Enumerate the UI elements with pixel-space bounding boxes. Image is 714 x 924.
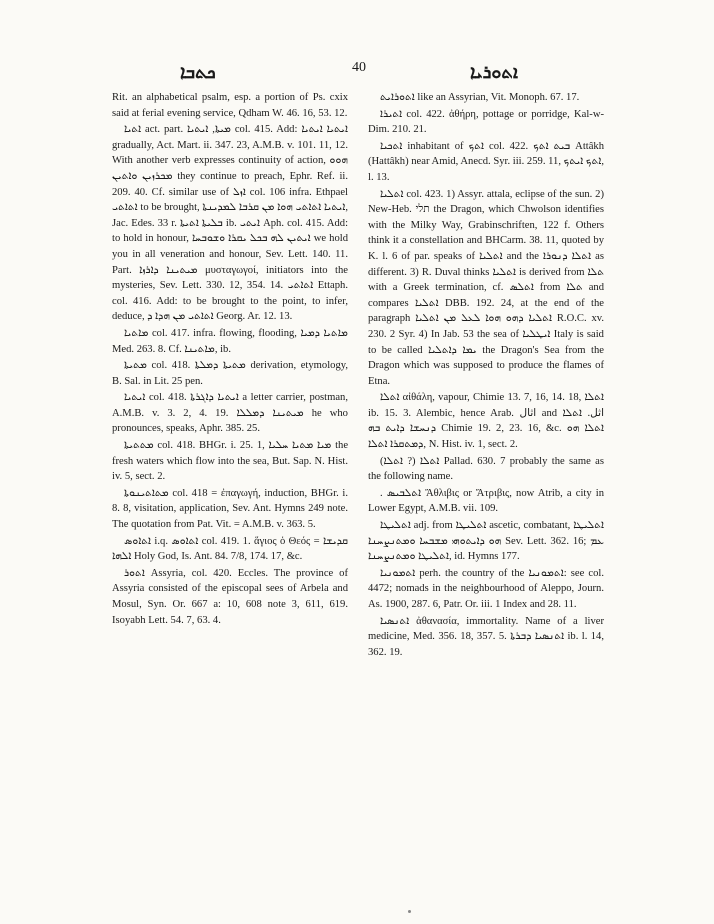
dictionary-entry: ܡܬܬܝܬܐ col. 418. BHGr. i. 25. 1, ܡܝܐ ܡܬܝܐ ܚܠܝܐ the fresh waters which flow into the sea, But. Sap. N. Hist. iv. 5, sect. 2. [112,440,349,483]
dictionary-entry: . ܐܬܠܒܝܣ Ἄθλιβις or Ἄτριβις, now Atrib, a city in Lower Egypt, A.M.B. vii. 109. [368,487,605,515]
scan-speck [408,910,411,913]
dictionary-entry: ܐܬܐܘܣ i.q. ܐܬܐܘܣ col. 419. 1. ἅγιος ὁ Θεός = ܩܕܝܫܐ ܐܠܗܐ Holy God, Is. Ant. 84. 7/8, 174. 17, &c. [112,535,348,563]
dictionary-entry: ܡܬܐܬܝܢܘܬܐ col. 418 = ἐπαγωγή, induction, BHGr. i. 8. 8, visitation, application, Sev. Ant. Hymns 249 note. The quotation from Pat. Vit. = A.M.B. v. 363. 5. [112,487,348,531]
dictionary-entry: ܐܬܝܪܐ col. 422. ἀθήρη, pottage or porridge, Kal-w-Dim. 210. 21. [368,108,604,136]
dictionary-entry: ܐܬܡܘܢܝܐ perh. the country of the ܐܬܡܘܢܝܐ: see col. 4472; nomads in the neighbourhood of Aleppo, Journ. As. 1900, 287. 6, Patr. Or. iii. 1 Index and 28. 11. [368,567,605,610]
dictionary-entry: Rit. an alphabetical psalm, esp. a portion of Ps. cxix said at ferial evening service, Qdham W. 46. 16, 53. 12. [112,92,348,119]
dictionary-entry: ܐܬܘܪܐܝܬ like an Assyrian, Vit. Monoph. 67. 17. [380,92,580,103]
dictionary-entry: ܐܬܝܐ act. part. ܡܝܬܐ, ܐܝܬܝܐ col. 415. Add: ܐܝܬܝܐ ܐܝܬܝܐ gradually, Act. Mart. ii. 347. 23, A.M.B. v. 101. 11, 12. With another verb expresses continuity of action, ܗܘܘ ܡܟܪܙܝܢ ܘܐܬܝܢ they continue to preach, Ephr. Ref. ii. 209. 40. Cf. similar use of ܐܙܠ col. 106 infra. Ethpael ܐܬܐܬܝ to be brought, ܐܝܬܝܐ ܐܬܐܬܝ ܗܘܐ ܡܢ ܩܪܒܐ ܠܡܕܝܢܬܐ, Jac. Edes. 33 r. ܒܠܝܬܐ ܐܬܝܬܐ ib. ܐܝܬܝ Aph. col. 415. Add: to hold in honour, ܐܝܬܝܢ ܠܗ ܒܟܠ ܝܩܪܐ ܘܫܘܒܚܐ we hold you in all veneration and honour, Sev. Lett. 140. 11. Part. ܡܝܬܝܢܐ ܕܐܪܙܐ μυσταγωγοί, initiators into the mysteries, Sev. Lett. 330. 12, 354. 14. ܐܬܐܬܝ Ettaph. col. 416. Add: to be brought to the point, to infer, deduce, ܐܬܐܬܝ ܡܢ ܗܕܐ ܕ Georg. Ar. 12. 13. [112,124,349,323]
right-column [368,90,604,661]
dictionary-entry: ܐܬܠܝܛܐ adj. from ܐܬܠܝܛܐ ascetic, combatant, ܐܬܠܝܛܐ ܗܘ ܕܐܝܬܘܗܝ ܡܫܒܚܐ ܘܡܬܢܨܚܢܐ Sev. Lett. 362. 16; ܥܡ ܐܬܠܝܛܐ ܘܡܬܢܨܚܢܐ, id. Hymns 177. [368,520,604,563]
dictionary-entry: ܡܬܝܬܐ col. 418. ܡܬܝܬܐ ܕܡܠܬܐ derivation, etymology, B. Sal. in Lit. 25 pen. [112,360,349,387]
dictionary-entry: ܐܬܘܪ Assyria, col. 420. Eccles. The province of Assyria consisted of the episcopal sees of Arbela and Mosul, Syn. Or. 667 a: 10, 608 note 3, 611, 619. Isoyabh Lett. 54. 7, 63. 4. [112,567,348,626]
left-column [112,90,348,629]
dictionary-entry: ܐܬܟܝܐ inhabitant of ܐܬܟ col. 422. ܒܝܬ ܐܬܟ Attâkh (Hattâkh) near Amid, Anecd. Syr. iii. 259. 11, ܐܬܟ ܐܝܬܟ, l. 13. [368,140,605,183]
dictionary-entry: ܐܝܬܝܐ col. 418. ܐܝܬܝܐ ܕܐܓܪܬܐ a letter carrier, postman, A.M.B. v. 3. 2, 4. 19. ܡܝܬܝܢܐ ܕܡܠܠܐ he who pronounces, speaks, Aphr. 385. 25. [112,392,348,435]
dictionary-entry: ܡܐܬܝܐ col. 417. infra. flowing, flooding, ܡܐܬܝܐ ܕܡܝܐ Med. 263. 8. Cf. ܡܐܬܝܢܐ, ib. [112,327,348,355]
dictionary-entry: ܐܬܠܝܐ col. 423. 1) Assyr. attala, eclipse of the sun. 2) New-Heb. תלי the Dragon, which Chwolson identifies with the Milky Way, Grabinschriften, 122 f. Others think it a constellation and BHCarm. 38. 11, quoted by K. l. 6 of par. speaks of ܐܬܠܝܐ and the ܐܬܠܐ ܕܢܘܪܐ as different. 3) R. Duval thinks ܐܬܠܝܐ is derived from ܬܠܐ with a Greek termination, cf. ܐܬܠܣ from ܬܠܐ and compares ܐܬܠܝܐ DBB. 192. 24, at the end of the paragraph ܐܬܠܝܐ ܕܗܘ ܗܘܐ ܠܥܠ ܡܢ ܐܬܠܝܐ R.O.C. xv. 230. 2 Syr. 4) In Jab. 53 the sea of ܐܝܛܠܝܐ Italy is said to be called ܝܡܐ ܕܐܬܠܝܐ the Dragon's Sea from the Dragon which was supposed to produce the flames of Etna. [368,188,605,387]
running-head-left: ܟܬܒܐ [180,62,216,82]
page-number: 40 [352,60,366,75]
dictionary-entry: ܐܬܠܐ (? ܐܬܠܐ) Pallad. 630. 7 probably the same as the following name. [368,455,604,483]
dictionary-entry: ܐܬܠܐ αἰθάλη, vapour, Chimie 13. 7, 16, 14. 18, ܐܬܠܐ ib. 15. 3. Alembic, hence Arab. اثال and اثل. ܐܬܠܐ ܕܢܚܫܐ ܕܐܝܬ ܒܗ Chimie 19. 2, 23. 16, &c. ܐܬܠܐ ܗܘ ܕܡܬܩܪܐ ܐܬܠܐ, N. Hist. iv. 1, sect. 2. [368,392,605,451]
running-head-right: ܐܬܘܪܝܐ [470,62,518,82]
dictionary-entry: ܐܬܢܣܝܐ ἀθανασία, immortality. Name of a liver medicine, Med. 356. 18, 357. 5. ܐܬܢܣܝܐ ܕܒܪܬܐ ib. l. 14, 362. 19. [368,615,605,658]
